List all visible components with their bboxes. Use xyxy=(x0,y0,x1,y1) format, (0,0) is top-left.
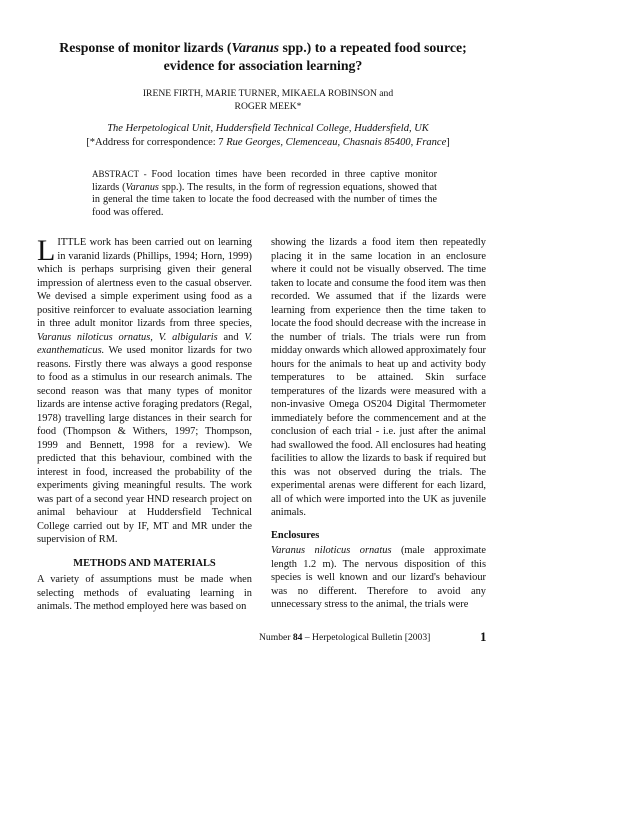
paragraph-text: ITTLE work has been carried out on learning in varanid lizards (Phillips, 1994; Horn, 1999) which is perhaps surprising given their general impression of alertness even to the casual observer. We devised a simple experiment using food as a positive reinforcer to evaluate association learning in three adult monitor lizards from three species, xyxy=(37,237,252,329)
author-list xyxy=(90,87,446,113)
affiliation-line-1 xyxy=(60,122,476,136)
authors-line-2: ROGER MEEK* xyxy=(234,101,302,112)
title-genus: Varanus xyxy=(231,40,280,55)
methods-paragraph: A variety of assumptions must be made when selecting methods of evaluating learning in animals. The method employed here was based on xyxy=(37,574,252,612)
abstract-text: Food location times have been recorded in three captive monitor lizards ( xyxy=(92,169,437,193)
footer-prefix: Number xyxy=(259,632,293,643)
abstract-label: ABSTRACT - xyxy=(92,169,152,179)
enclosures-paragraph xyxy=(271,544,486,612)
correspondence-address: Rue Georges, Clemenceau, Chasnais 85400, France xyxy=(226,137,447,148)
right-column xyxy=(271,236,486,612)
issue-number: 84 xyxy=(292,632,303,643)
methods-continued-paragraph: showing the lizards a food item then repeatedly placing it in the same location in an enclosure where it could not be visually observed. The time taken to locate and consume the food item was then recorded. We assumed that if the lizards were learning from experience then the time taken to locate the food should decrease with the increase in the number of trials. The trials were run from midday onwards which allowed approximately four hours for the animals to heat up and activity body temperatures to be attained. Skin surface temperatures of the lizards were measured with a non-invasive Omega OS204 Digital Thermometer immediately before the commencement and at the conclusion of each trial - i.e. just after the animal had swallowed the food. All enclosures had heating facilities to allow the lizards to bask if required but this was not observed during the trials. The experimental arenas were different for each lizard, all of which were imported into the UK as juvenile animals. xyxy=(271,237,486,518)
drop-cap: L xyxy=(37,234,56,267)
abstract-text: spp.). The results, in the form of regression equations, showed that in general the time taken to locate the food decreased with the number of times the food was offered. xyxy=(92,181,437,219)
title-text: Response of monitor lizards ( xyxy=(59,40,232,55)
title-line-2: evidence for association learning? xyxy=(163,58,363,73)
section-heading-methods: METHODS AND MATERIALS xyxy=(73,557,216,569)
abstract xyxy=(92,168,437,220)
paragraph-text: and xyxy=(217,331,245,343)
footer-dash: – xyxy=(302,632,313,643)
page-number: 1 xyxy=(480,629,487,644)
authors-line-1: IRENE FIRTH, MARIE TURNER, MIKAELA ROBINSON and xyxy=(142,88,394,99)
title-line-1 xyxy=(40,39,486,57)
correspondence-label: [*Address for correspondence: 7 xyxy=(86,137,227,148)
species-name: Varanus niloticus ornatus, V. albigularis xyxy=(37,331,218,343)
affiliation xyxy=(60,122,476,150)
page-footer xyxy=(259,629,489,644)
affiliation-line-2 xyxy=(60,136,476,150)
correspondence-bracket: ] xyxy=(446,137,450,148)
journal-name: Herpetological Bulletin [2003] xyxy=(312,632,431,643)
species-name: V. exanthematicus. xyxy=(37,331,252,356)
paper-title xyxy=(40,39,486,75)
abstract-genus: Varanus xyxy=(125,181,159,193)
species-name: Varanus niloticus ornatus xyxy=(271,545,392,556)
left-column xyxy=(37,236,252,614)
paragraph-text: (male approximate length 1.2 m). The nervous disposition of this species is well known and our lizard's behaviour was no different. Therefore to avoid any unnecessary stress to the animal, the trials were xyxy=(271,545,486,610)
subsection-heading-enclosures: Enclosures xyxy=(271,529,320,541)
affiliation-institution: The Herpetological Unit, Huddersfield Technical College, Huddersfield, UK xyxy=(107,123,429,134)
intro-paragraph xyxy=(37,236,252,547)
paragraph-text: We used monitor lizards for two reasons. Firstly there was always a good response to food as a stimulus in our research animals. The second reason was that many types of monitor lizards are intense active foraging predators (Regal, 1978) travelling large distances in their search for food (Thompson & Withers, 1997; Thompson, 1999 and Bennett, 1998 for a review). We predicted that this behaviour, combined with the interest in food, increased the probability of the experiments giving meaningful results. The work was part of a second year HND research project on animal behaviour at Huddersfield Technical College carried out by IF, MT and MR under the supervision of RM. xyxy=(37,345,252,545)
title-text: spp.) to a repeated food source; xyxy=(279,40,467,55)
